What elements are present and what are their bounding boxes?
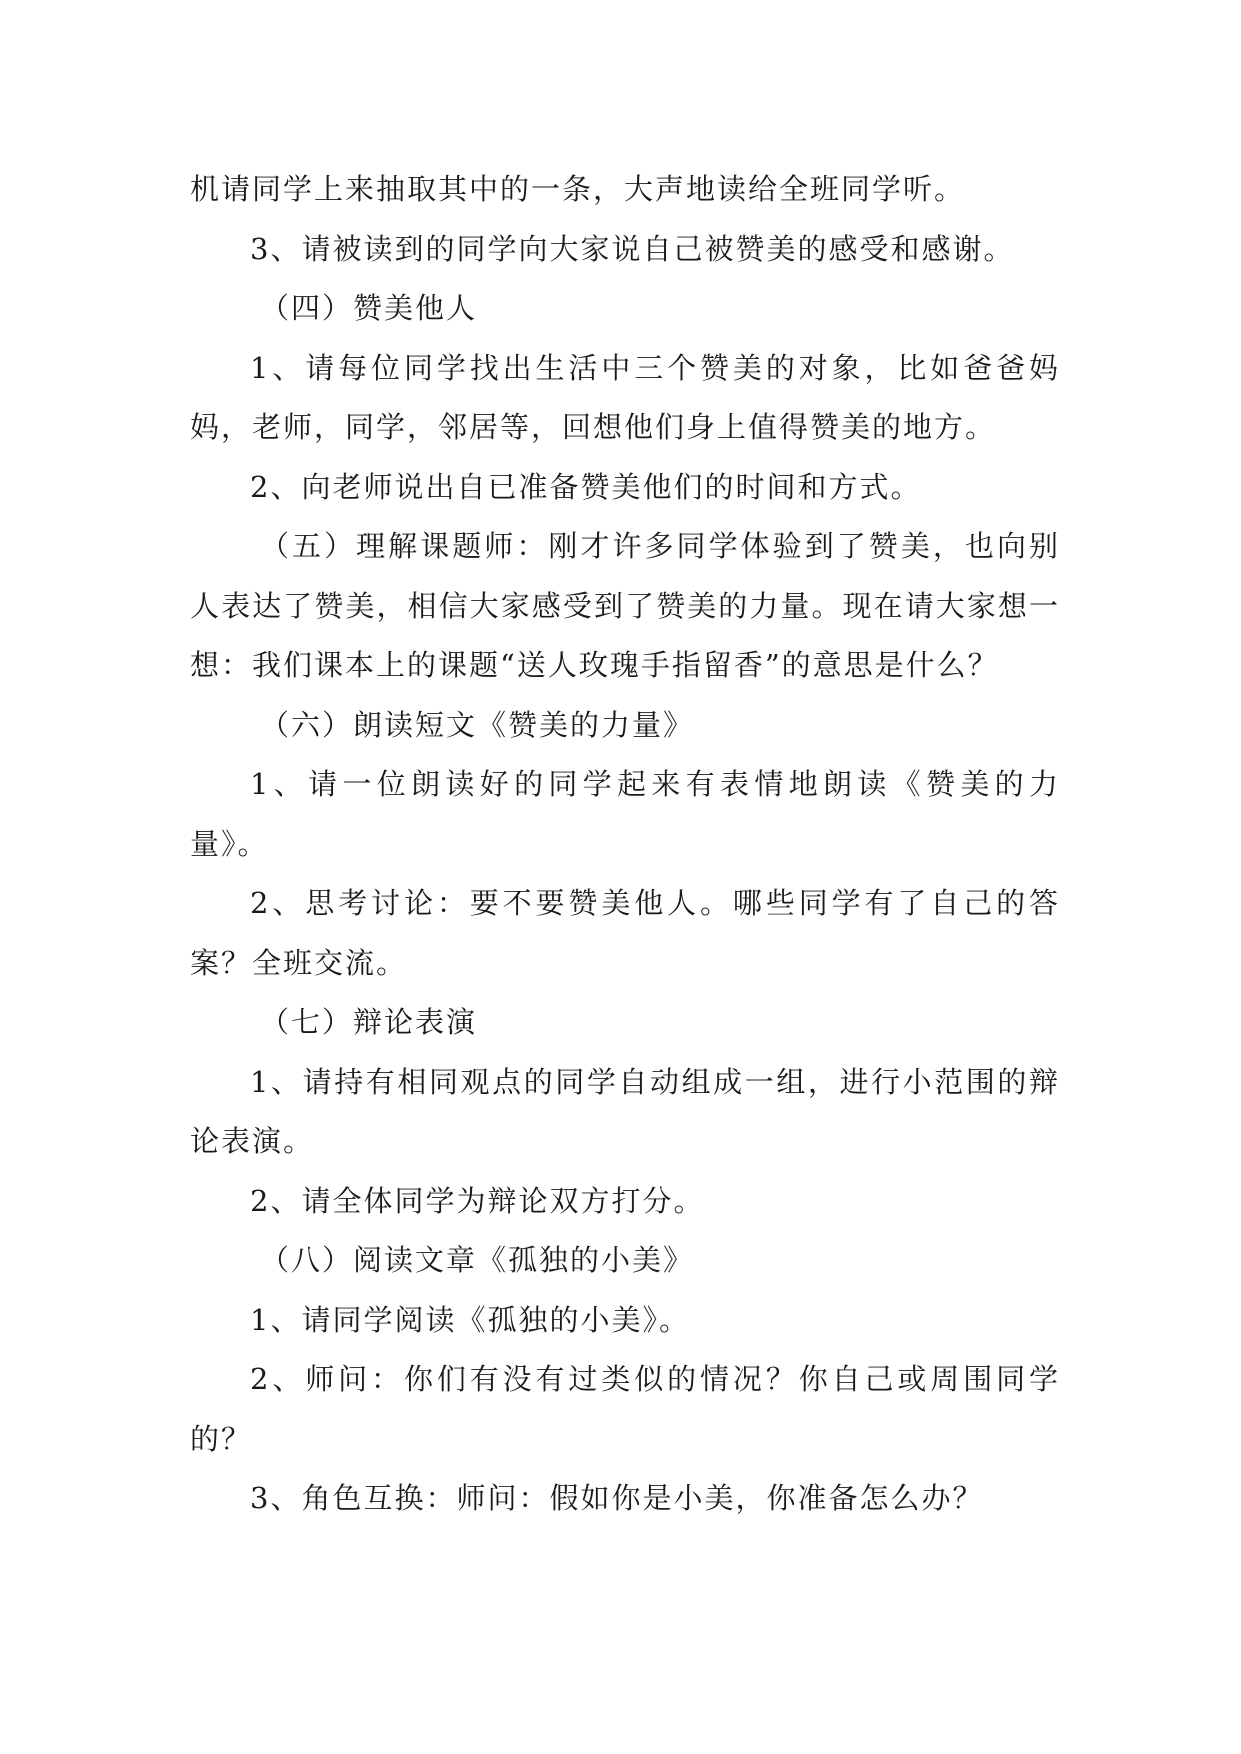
paragraph-2: 3、请被读到的同学向大家说自己被赞美的感受和感谢。 xyxy=(250,231,1015,266)
paragraph-7: 1、请持有相同观点的同学自动组成一组，进行小范围的辩论表演。 xyxy=(190,1064,1060,1158)
paragraph-10: 2、师问：你们有没有过类似的情况？你自己或周围同学的？ xyxy=(190,1362,1060,1456)
section-heading-5: （五）理解课题师：刚才许多同学体验到了赞美，也向别人表达了赞美，相信大家感受到了赞美的力量。现在请大家想一想：我们课本上的课题“送人玫瑰手指留香”的意思是什么？ xyxy=(190,529,1060,682)
paragraph-9: 1、请同学阅读《孤独的小美》。 xyxy=(250,1302,690,1337)
section-heading-7: （七）辩论表演 xyxy=(260,1005,478,1039)
paragraph-6: 2、思考讨论：要不要赞美他人。哪些同学有了自己的答案？全班交流。 xyxy=(190,886,1060,980)
paragraph-1: 机请同学上来抽取其中的一条，大声地读给全班同学听。 xyxy=(190,172,966,206)
paragraph-3: 1、请每位同学找出生活中三个赞美的对象，比如爸爸妈妈，老师，同学，邻居等，回想他们身上值得赞美的地方。 xyxy=(190,350,1060,444)
section-heading-4: （四）赞美他人 xyxy=(260,291,478,325)
section-heading-8: （八）阅读文章《孤独的小美》 xyxy=(260,1243,695,1277)
paragraph-5: 1、请一位朗读好的同学起来有表情地朗读《赞美的力量》。 xyxy=(190,767,1060,861)
document-body xyxy=(190,160,1060,1529)
section-heading-6: （六）朗读短文《赞美的力量》 xyxy=(260,707,695,742)
paragraph-11: 3、角色互换：师问：假如你是小美，你准备怎么办？ xyxy=(250,1481,984,1515)
paragraph-4: 2、向老师说出自已准备赞美他们的时间和方式。 xyxy=(250,469,922,504)
paragraph-8: 2、请全体同学为辩论双方打分。 xyxy=(250,1183,705,1218)
